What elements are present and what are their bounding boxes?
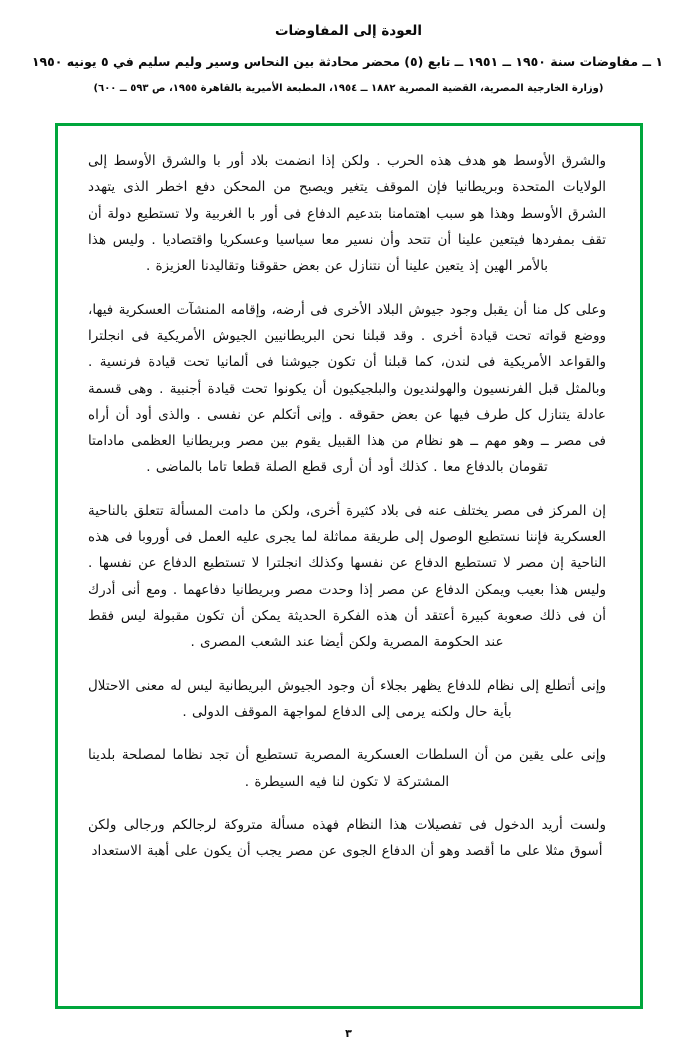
page-title: العودة إلى المفاوضات bbox=[274, 23, 423, 39]
content-frame bbox=[55, 123, 643, 1009]
paragraph: إن المركز فى مصر يختلف عنه فى بلاد كثيرة أخرى، ولكن ما دامت المسألة تتعلق بالناحية العسكرية فإننا نستطيع الوصول إلى طريقة مماثلة لما يجرى عليه العمل فى أوروبا فى هذه الناحية إن مصر لا تستطيع الدفاع عن نفسها وكذلك انجلترا لا تستطيع الدفاع عن نفسها . وليس هذا بعيب ويمكن الدفاع عن مصر إذا وحدت مصر وبريطانيا دفاعهما . ومع أنى أدرك أن فى ذلك صعوبة كبيرة أعتقد أن هذه الفكرة الحديثة يمكن أن تكون مقبولة ليس فقط عند الحكومة المصرية ولكن أيضا عند الشعب المصرى . bbox=[88, 502, 606, 651]
document-source-citation: (وزارة الخارجية المصرية، القضية المصرية ١٨٨٢ ــ ١٩٥٤، المطبعة الأميرية بالقاهرة ١٩٥٥، ص ٥٩٣ ــ ٦٠٠) bbox=[93, 82, 604, 94]
document-body bbox=[58, 126, 640, 885]
paragraph: وعلى كل منا أن يقبل وجود جيوش البلاد الأخرى فى أرضه، وإقامه المنشآت العسكرية فيها، ووضع قواته تحت قيادة أخرى . وقد قبلنا نحن البريطانيين الجيوش الأمريكية فى انجلترا والقواعد الأمريكية فى لندن، كما قبلنا أن تكون جيوشنا فى ألمانيا تحت قيادة فرنسية . وبالمثل قبل الفرنسيون والهولنديون والبلجيكيون أن يكونوا تحت قيادة أجنبية . وهى قسمة عادلة يتنازل كل طرف فيها عن بعض حقوقه . وإنى أتكلم عن نفسى . والذى أود أن أراه فى مصر ــ وهو مهم ــ هو نظام من هذا القبيل يقوم بين مصر وبريطانيا العظمى مادامتا تقومان بالدفاع معا . كذلك أود أن أرى قطع الصلة قطعا تاما بالماضى . bbox=[88, 301, 606, 476]
document-header bbox=[0, 0, 697, 96]
paragraph: وإنى على يقين من أن السلطات العسكرية المصرية تستطيع أن تجد نظاما لمصلحة بلدينا المشتركة لا تكون لنا فيه السيطرة . bbox=[88, 747, 606, 790]
paragraph: وإنى أتطلع إلى نظام للدفاع يظهر بجلاء أن وجود الجيوش البريطانية ليس له معنى الاحتلال بأية حال ولكنه يرمى إلى الدفاع لمواجهة الموقف الدولى . bbox=[88, 677, 606, 720]
page-number: ٣ bbox=[345, 1027, 352, 1040]
paragraph: ولست أريد الدخول فى تفصيلات هذا النظام فهذه مسألة متروكة لرجالكم ورجالى ولكن أسوق مثلا على ما أقصد وهو أن الدفاع الجوى عن مصر يجب أن يكون على أهبة الاستعداد bbox=[88, 816, 606, 860]
document-subtitle: ١ ــ مفاوضات سنة ١٩٥٠ ــ ١٩٥١ ــ تابع (٥) محضر محادثة بين النحاس وسير وليم سليم في ٥ يونيه ١٩٥٠ bbox=[31, 53, 663, 69]
paragraph: والشرق الأوسط هو هدف هذه الحرب . ولكن إذا انضمت بلاد أور با والشرق الأوسط إلى الولايات المتحدة وبريطانيا فإن الموقف يتغير ويصبح من المحكن دفع اخطر الذى يتهدد الشرق الأوسط وهذا هو سبب اهتمامنا بتدعيم الدفاع فى أور با الغربية ولا تستطيع دولة أن تقف بمفردها فيتعين علينا أن تتحد وأن نسير معا سياسيا وعسكريا واقتصاديا . وليس هذا بالأمر الهين إذ يتعين علينا أن نتنازل عن بعض حقوقنا وتقاليدنا العزيزة . bbox=[88, 153, 606, 275]
